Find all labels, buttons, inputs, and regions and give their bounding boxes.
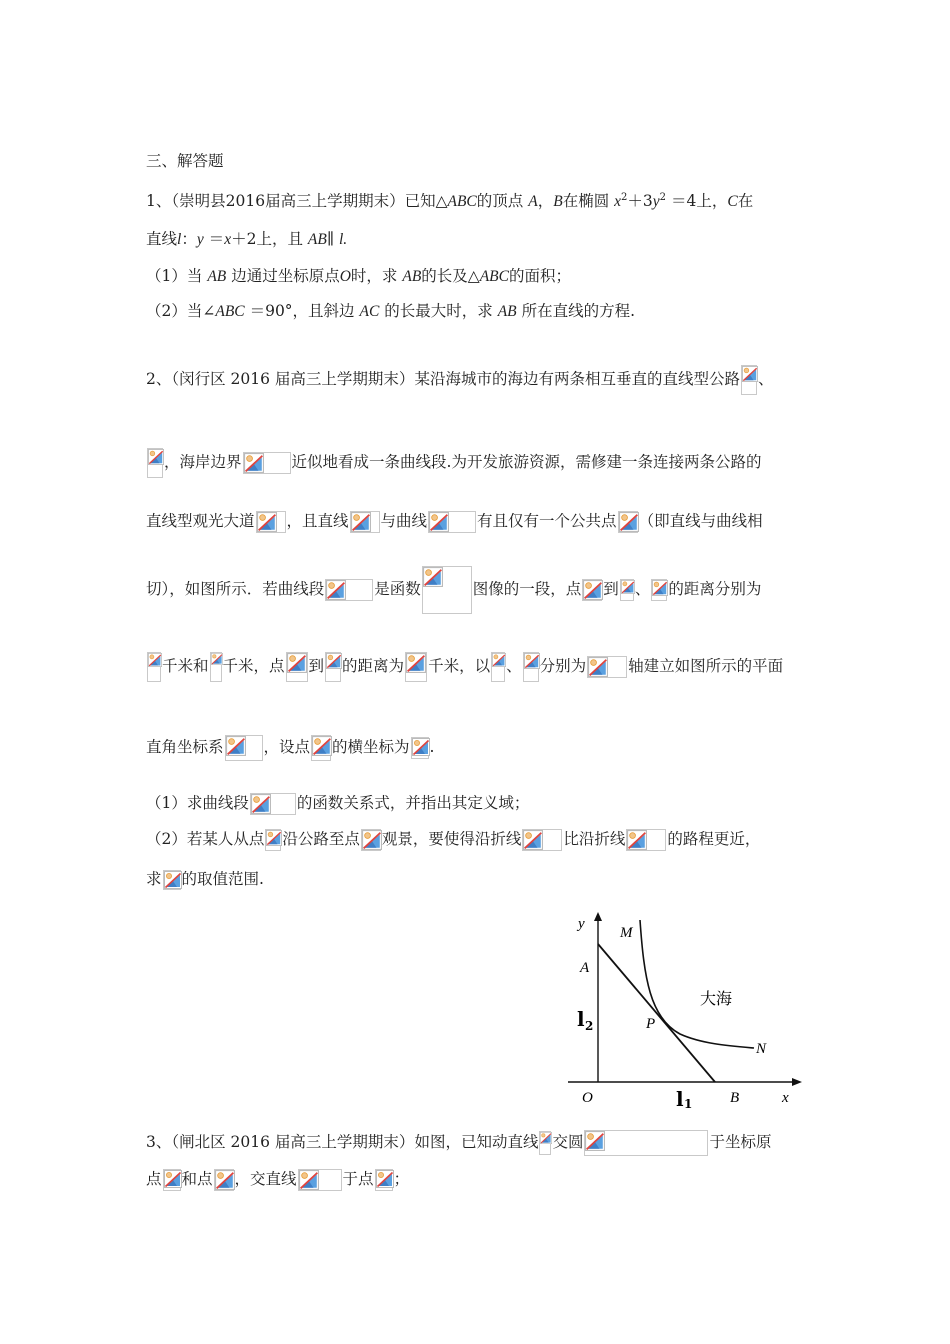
curve-mn <box>640 920 754 1048</box>
q1-math: AB <box>207 268 227 285</box>
formula-image-icon <box>491 652 505 682</box>
q2-text: . <box>429 738 435 756</box>
q2-text: 、 <box>506 657 522 675</box>
q2-text: 切），如图所示．若曲线段 <box>146 580 325 598</box>
y-axis-label: y <box>578 916 585 932</box>
q3-text: ； <box>393 1170 410 1188</box>
formula-image-icon <box>361 829 381 851</box>
formula-image-icon <box>620 579 634 601</box>
q2-text: 的取值范围. <box>181 870 264 888</box>
q1-math: ABC <box>447 193 477 211</box>
formula-image-icon <box>265 829 281 851</box>
q1-text: ＝90°，且斜边 <box>249 302 355 320</box>
q1-text: 时，求 <box>350 267 398 285</box>
q2-line2 <box>146 448 761 478</box>
q2-text: 近似地看成一条曲线段.为开发旅游资源，需修建一条连接两条公路的 <box>291 453 762 471</box>
q1-math: y <box>652 193 660 211</box>
q1-part2 <box>146 300 635 323</box>
q1-text: 所在直线的方程. <box>521 302 636 320</box>
q1-math: ＝ <box>208 230 225 248</box>
q2-text: 直角坐标系 <box>146 738 224 756</box>
q1-math: ABC <box>479 268 509 285</box>
formula-image-icon <box>405 652 427 682</box>
q2-text: 的距离为 <box>342 657 405 675</box>
formula-image-icon <box>147 448 163 478</box>
l1-label: l <box>676 1087 684 1108</box>
q2-text: 轴建立如图所示的平面 <box>628 657 784 675</box>
q3-text: 如图，已知动直线 <box>414 1133 539 1151</box>
q2-text: 有且仅有一个公共点 <box>477 512 617 530</box>
point-a-label: A <box>580 960 590 976</box>
q1-math: AB <box>402 268 422 285</box>
formula-image-icon <box>587 656 627 678</box>
q1-text: 的长及△ <box>421 267 480 285</box>
q1-math: AC <box>359 303 380 320</box>
q3-line1 <box>146 1130 771 1156</box>
q3-text: 点 <box>146 1170 162 1188</box>
q1-text: 的长最大时，求 <box>384 302 493 320</box>
q1-math: AB <box>307 231 327 248</box>
formula-image-icon <box>250 793 296 815</box>
q2-text: 直线型观光大道 <box>146 512 255 530</box>
formula-image-icon <box>522 829 562 851</box>
formula-image-icon <box>651 579 667 601</box>
q1-text: 在椭圆 <box>562 192 610 211</box>
q2-text: 分别为 <box>539 657 587 675</box>
q1-math: ∥ <box>326 230 334 248</box>
formula-image-icon <box>422 566 472 614</box>
q1-source: （崇明县2016届高三上学期期末） <box>171 192 405 211</box>
sea-label: 大海 <box>700 989 733 1008</box>
formula-image-icon <box>741 365 757 395</box>
q1-math: ＋2上，且 <box>231 230 303 248</box>
formula-image-icon <box>214 1169 234 1191</box>
formula-image-icon <box>626 829 666 851</box>
q1-text: 直线 <box>146 230 178 248</box>
point-m-label: M <box>620 925 633 941</box>
formula-image-icon <box>325 652 341 682</box>
q2-text: 比沿折线 <box>563 830 626 848</box>
q3-text: 于坐标原 <box>709 1133 772 1151</box>
formula-image-icon <box>428 511 476 533</box>
formula-image-icon <box>298 1169 342 1191</box>
q2-line5 <box>146 652 783 682</box>
point-n-label: N <box>756 1041 767 1057</box>
q2-part1 <box>146 792 529 815</box>
q2-text: 、 <box>634 580 651 598</box>
q2-text: 、 <box>757 370 774 388</box>
formula-image-icon <box>256 511 286 533</box>
q1-text: ， <box>537 192 554 211</box>
formula-image-icon <box>584 1130 708 1156</box>
l2-subscript: 2 <box>585 1019 594 1033</box>
q1-math: ＝4上， <box>670 192 728 211</box>
q2-text: 的横坐标为 <box>332 738 410 756</box>
q2-source: （闵行区 2016 届高三上学期期末） <box>171 370 415 388</box>
formula-image-icon <box>147 652 161 682</box>
x-axis-arrow <box>792 1078 802 1086</box>
q1-math: l <box>177 231 182 248</box>
q2-text: ，设点 <box>263 738 311 756</box>
q1-math: x <box>224 231 232 248</box>
q1-math: C <box>727 193 738 211</box>
formula-image-icon <box>582 579 602 601</box>
formula-image-icon <box>163 870 181 890</box>
line-ab <box>598 944 715 1082</box>
q2-text: 的路程更近， <box>667 830 761 848</box>
formula-image-icon <box>210 652 222 682</box>
q2-text: ，且直线 <box>286 512 349 530</box>
formula-image-icon <box>311 735 331 761</box>
point-b-label: B <box>730 1090 740 1106</box>
q2-part2 <box>146 828 760 851</box>
q1-part1 <box>146 265 571 288</box>
q2-text: （1）求曲线段 <box>146 794 249 812</box>
l2-label: l <box>577 1007 585 1031</box>
q3-source: （闸北区 2016 届高三上学期期末） <box>171 1133 415 1151</box>
q1-math: x <box>614 193 622 211</box>
q3-label: 3、 <box>146 1133 172 1151</box>
q1-text: 在 <box>737 192 754 211</box>
q2-text: 某沿海城市的海边有两条相互垂直的直线型公路 <box>414 370 740 388</box>
q2-text: （即直线与曲线相 <box>638 512 763 530</box>
formula-image-icon <box>375 1169 393 1191</box>
formula-image-icon <box>225 735 263 761</box>
formula-image-icon <box>618 511 638 533</box>
q2-text: （2）若某人从点 <box>146 830 265 848</box>
y-axis-arrow <box>594 912 602 921</box>
q1-text: ： <box>181 230 197 248</box>
q1-math: ＋3 <box>627 192 653 211</box>
q2-text: 与曲线 <box>380 512 428 530</box>
q2-text: ，海岸边界 <box>164 453 242 471</box>
q2-text: 沿公路至点 <box>282 830 360 848</box>
q1-math: ABC <box>215 303 245 320</box>
q2-line3 <box>146 510 763 533</box>
q2-text: 到 <box>603 580 619 598</box>
q1-math: 2 <box>621 192 628 203</box>
q2-text: 千米，以 <box>428 657 491 675</box>
q1-text: 的顶点 <box>476 192 524 211</box>
q3-text: ，交直线 <box>234 1170 297 1188</box>
q2-text: 图像的一段，点 <box>472 580 582 598</box>
q1-text: 边通过坐标原点 <box>231 267 340 285</box>
q1-label: 1、 <box>146 192 172 211</box>
formula-image-icon <box>350 511 380 533</box>
coordinate-figure <box>560 908 810 1108</box>
q2-line1 <box>146 365 773 395</box>
l1-subscript: 1 <box>684 1097 693 1108</box>
q2-text: 的距离分别为 <box>668 580 762 598</box>
q2-text: 千米和 <box>162 657 209 675</box>
q2-line6 <box>146 735 434 761</box>
q2-text: 观景，要使得沿折线 <box>381 830 522 848</box>
q2-text: 求 <box>146 870 162 888</box>
formula-image-icon <box>163 1169 181 1191</box>
q2-label: 2、 <box>146 370 172 388</box>
q1-text: （2）当∠ <box>146 302 216 320</box>
section-heading: 三、解答题 <box>146 152 224 170</box>
formula-image-icon <box>286 652 308 682</box>
q3-text: 交圆 <box>552 1133 584 1151</box>
q2-line4 <box>146 566 761 614</box>
q2-text: 千米，点 <box>222 657 285 675</box>
q2-text: 的函数关系式，并指出其定义域； <box>296 794 530 812</box>
origin-label: O <box>582 1090 593 1106</box>
q3-text: 和点 <box>181 1170 213 1188</box>
q1-text: 的面积； <box>509 267 572 285</box>
formula-image-icon <box>539 1131 551 1155</box>
q2-text: 到 <box>308 657 325 675</box>
q1-math: O <box>339 268 351 285</box>
q1-math: l. <box>338 231 348 248</box>
q1-text: 已知△ <box>404 192 448 211</box>
q3-text: 于点 <box>342 1170 374 1188</box>
q2-part2-cont <box>146 868 264 890</box>
point-p-label: P <box>646 1016 656 1032</box>
q2-text: 是函数 <box>374 580 421 598</box>
q1-math: 2 <box>659 192 667 203</box>
q1-math: A <box>528 193 538 211</box>
formula-image-icon <box>325 579 373 601</box>
formula-image-icon <box>411 737 429 759</box>
formula-image-icon <box>243 452 291 474</box>
q1-line2 <box>146 228 347 251</box>
q1-line1 <box>146 187 753 213</box>
q1-math: AB <box>497 303 517 320</box>
q1-text: （1）当 <box>146 267 203 285</box>
x-axis-label: x <box>782 1090 789 1106</box>
q1-math: y <box>196 231 204 248</box>
q1-math: B <box>553 193 563 211</box>
q3-line2 <box>146 1168 409 1191</box>
formula-image-icon <box>523 652 539 682</box>
